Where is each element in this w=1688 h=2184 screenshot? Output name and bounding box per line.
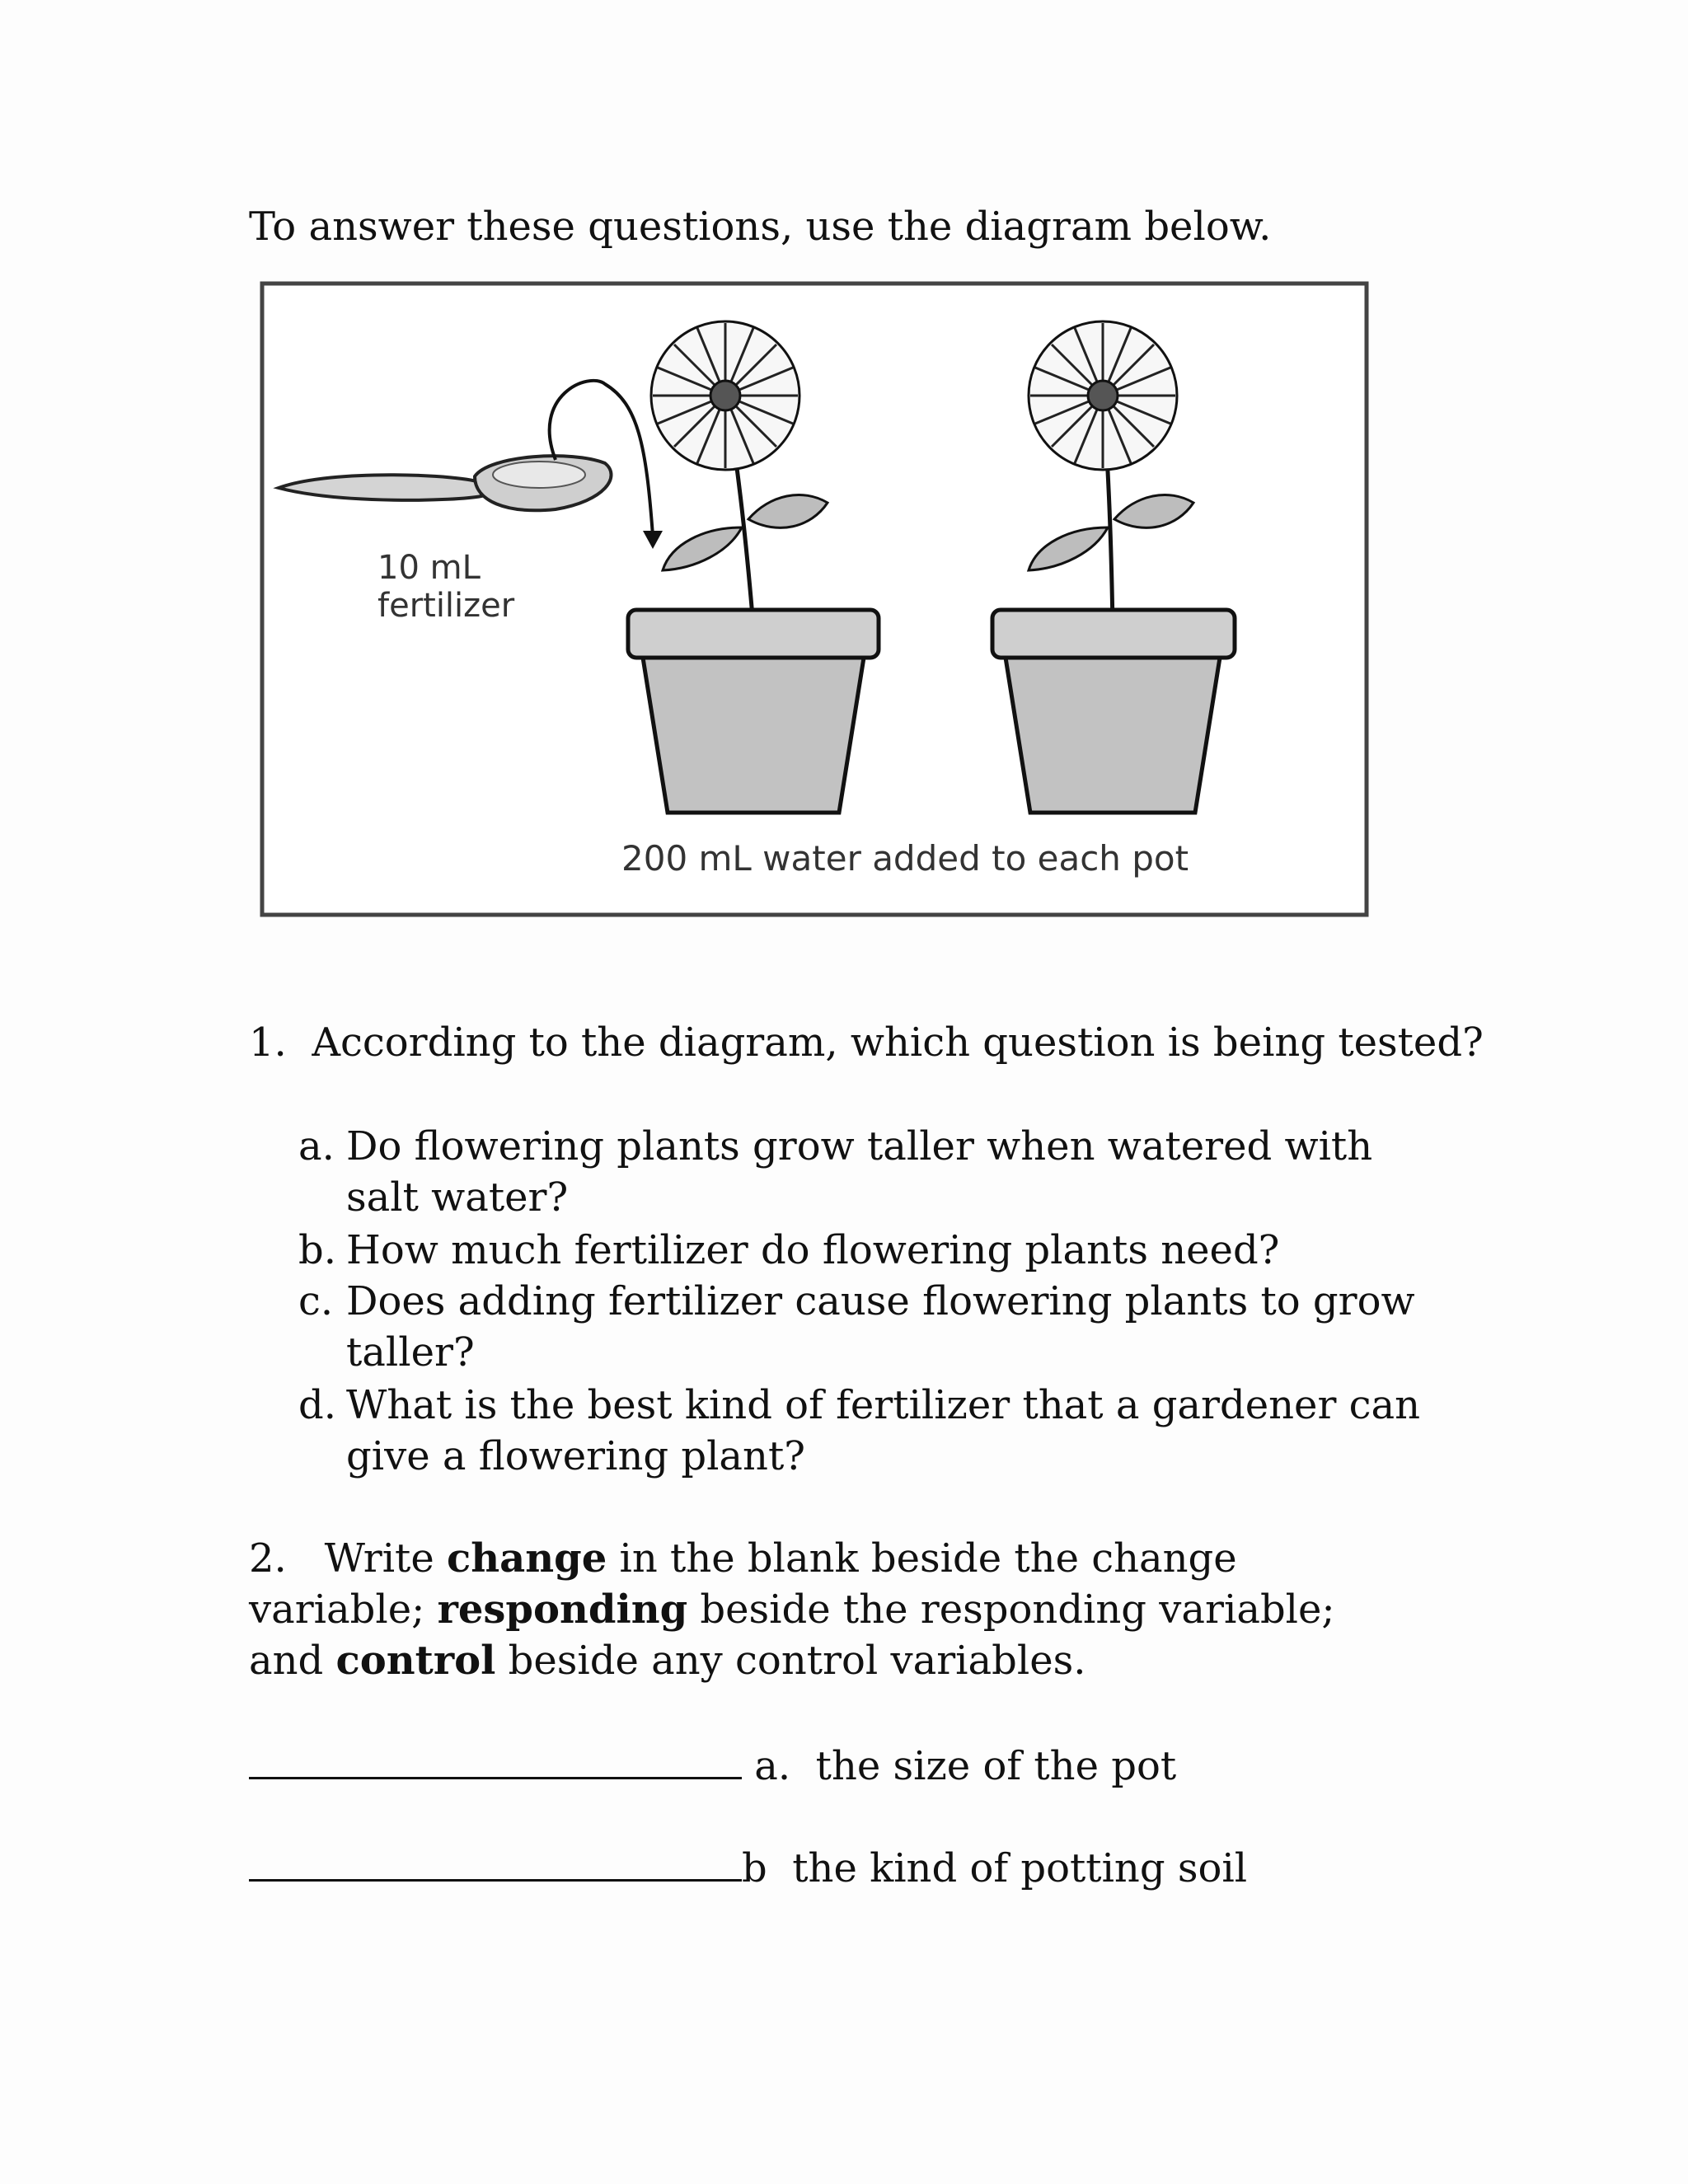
spoon-label-amount: 10 mL xyxy=(377,549,481,587)
option-b-text: How much fertilizer do flowering plants need? xyxy=(346,1227,1280,1273)
variable-row-a xyxy=(249,1741,1176,1792)
variable-a-text: the size of the pot xyxy=(815,1743,1177,1789)
question-1-text: According to the diagram, which question is being tested? xyxy=(312,1019,1484,1066)
water-label: 200 mL water added to each pot xyxy=(621,838,1189,879)
variable-row-b xyxy=(249,1843,1247,1894)
answer-blank-b[interactable] xyxy=(249,1843,742,1882)
intro-instruction: To answer these questions, use the diagram below. xyxy=(249,204,1272,250)
question-2 xyxy=(249,1533,1403,1686)
option-d-letter: d. xyxy=(298,1382,336,1428)
question-2-text-1: Write xyxy=(324,1535,448,1582)
variable-a-letter: a. xyxy=(754,1743,791,1789)
option-a-letter: a. xyxy=(298,1123,335,1169)
option-c-letter: c. xyxy=(298,1278,334,1324)
question-1 xyxy=(249,1017,1484,1068)
question-2-text-2: in the blank beside the change variable; xyxy=(249,1535,1237,1633)
experiment-diagram xyxy=(259,280,1370,918)
option-b-letter: b. xyxy=(298,1227,336,1273)
keyword-responding: responding xyxy=(437,1586,688,1633)
option-a-text: Do flowering plants grow taller when watered with salt water? xyxy=(346,1123,1373,1221)
question-1-number: 1. xyxy=(249,1019,287,1066)
variable-b-letter: b xyxy=(742,1845,767,1891)
keyword-control: control xyxy=(335,1638,496,1684)
answer-blank-a[interactable] xyxy=(249,1741,742,1779)
keyword-change: change xyxy=(447,1535,607,1582)
question-2-text-4: beside any control variables. xyxy=(495,1638,1086,1684)
option-c-text: Does adding fertilizer cause flowering plants to grow taller? xyxy=(346,1278,1415,1376)
question-2-number: 2. xyxy=(249,1535,287,1582)
option-d-text: What is the best kind of fertilizer that a gardener can give a flowering plant? xyxy=(346,1382,1421,1479)
question-2-text-3: beside the responding variable; and xyxy=(249,1586,1335,1684)
variable-b-text: the kind of potting soil xyxy=(792,1845,1248,1891)
spoon-label-substance: fertilizer xyxy=(377,587,515,625)
